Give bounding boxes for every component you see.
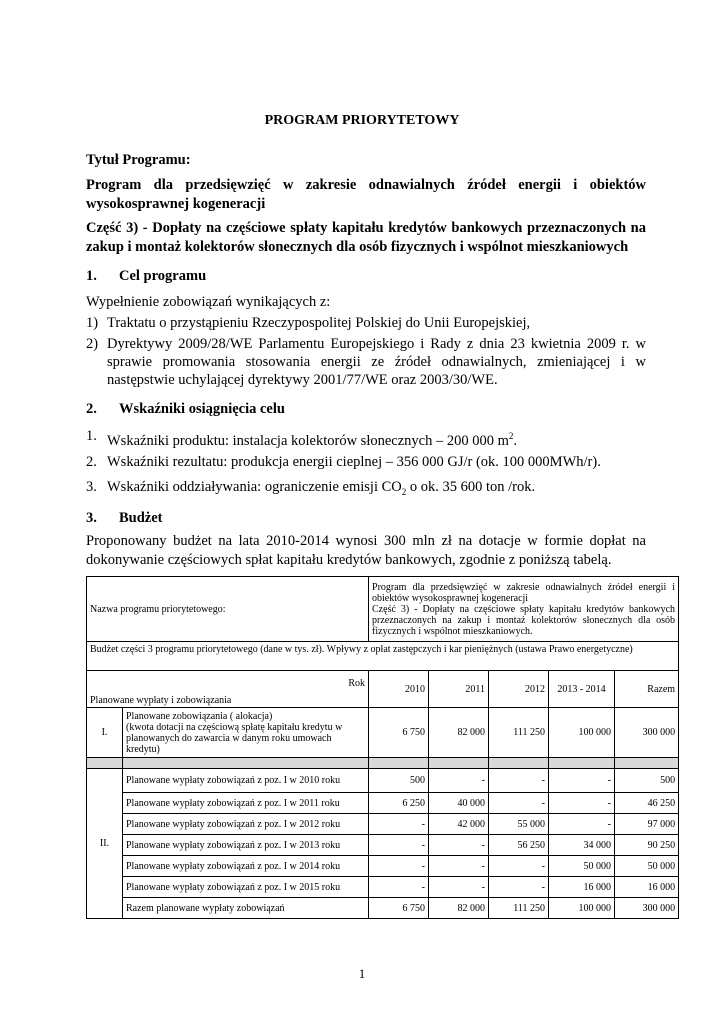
- section-1-title: Cel programu: [119, 268, 207, 284]
- table-cell: 6 750: [369, 708, 429, 758]
- table-cell: -: [369, 856, 429, 877]
- list-item-text: Dyrektywy 2009/28/WE Parlamentu Europejskiego i Rady z dnia 23 kwietnia 2009 r. w sprawie promowania stosowania energii ze źródeł odnawialnych, zmieniającej i w następstwie uchylającej dyrektywy 2001/77/WE oraz 2003/30/WE.: [107, 336, 646, 388]
- table-cell: -: [549, 769, 615, 793]
- table-cell: -: [369, 877, 429, 898]
- list-item-text: [107, 427, 646, 450]
- program-name-value: Program dla przedsięwzięć w zakresie odnawialnych źródeł energii i obiektów wysokosprawnej kogeneracji Część 3) - Dopłaty na częściowe spłaty kapitału kredytów bankowych przeznaczonych na zakup i montaż kolektorów słonecznych dla osób fizycznych i wspólnot mieszkaniowych.: [369, 577, 679, 642]
- header-year: 2013 - 2014: [549, 671, 615, 708]
- list-item-text: Traktatu o przystąpieniu Rzeczypospolitej Polskiej do Unii Europejskiej,: [107, 315, 531, 331]
- row-label: Planowane wypłaty zobowiązań z poz. I w 2011 roku: [123, 793, 369, 814]
- table-cell: 56 250: [489, 835, 549, 856]
- superscript: 2: [508, 431, 514, 441]
- table-row-total: [87, 898, 679, 919]
- table-cell: 50 000: [615, 856, 679, 877]
- list-item-text: [107, 478, 646, 501]
- table-row: [87, 793, 679, 814]
- table-cell: -: [489, 769, 549, 793]
- row-label: Planowane wypłaty zobowiązań z poz. I w 2010 roku: [123, 769, 369, 793]
- table-cell: 111 250: [489, 898, 549, 919]
- program-title-label: Tytuł Programu:: [86, 152, 191, 168]
- list-item-number: 1.: [86, 428, 97, 444]
- section-1-heading: [86, 268, 206, 285]
- table-cell: -: [489, 793, 549, 814]
- table-cell: 6 250: [369, 793, 429, 814]
- table-cell: 55 000: [489, 814, 549, 835]
- table-cell: 500: [615, 769, 679, 793]
- indicator-text: Wskaźniki oddziaływania: ograniczenie emisji CO: [107, 479, 402, 495]
- table-cell: -: [549, 793, 615, 814]
- table-cell: 300 000: [615, 708, 679, 758]
- separator-cell: [429, 758, 489, 769]
- table-cell: 111 250: [489, 708, 549, 758]
- row-label: Planowane wypłaty zobowiązań z poz. I w 2013 roku: [123, 835, 369, 856]
- table-separator-row: [87, 758, 679, 769]
- list-item-number: 1): [86, 315, 99, 331]
- section-1-intro: Wypełnienie zobowiązań wynikających z:: [86, 294, 331, 310]
- table-cell: 40 000: [429, 793, 489, 814]
- list-item-number: 3.: [86, 479, 97, 495]
- row-label: Planowane wypłaty zobowiązań z poz. I w 2014 roku: [123, 856, 369, 877]
- indicator-text: Wskaźniki produktu: instalacja kolektorów słonecznych – 200 000 m: [107, 432, 509, 449]
- header-rok-cell: [87, 671, 369, 708]
- section-3-number: 3.: [86, 510, 97, 526]
- subscript: 2: [401, 486, 407, 497]
- table-cell: 500: [369, 769, 429, 793]
- table-cell: -: [369, 835, 429, 856]
- row-roman: II.: [87, 769, 123, 919]
- section-1-number: 1.: [86, 268, 97, 284]
- table-cell: -: [429, 769, 489, 793]
- program-name: Program dla przedsięwzięć w zakresie odnawialnych źródeł energii i obiektów wysokosprawnej kogeneracji: [86, 177, 646, 212]
- separator-cell: [549, 758, 615, 769]
- row-label: Planowane wypłaty zobowiązań z poz. I w 2015 roku: [123, 877, 369, 898]
- table-row: [87, 814, 679, 835]
- table-cell: -: [489, 877, 549, 898]
- indicator-text-end: .: [513, 432, 518, 449]
- table-header-row: [87, 671, 679, 708]
- section-2-heading: [86, 401, 285, 418]
- table-cell: -: [429, 835, 489, 856]
- table-cell: -: [429, 877, 489, 898]
- separator-cell: [123, 758, 369, 769]
- table-cell: 16 000: [615, 877, 679, 898]
- table-row: [87, 769, 679, 793]
- budget-table: [86, 576, 679, 919]
- list-item-number: 2.: [86, 454, 97, 470]
- header-year: 2010: [369, 671, 429, 708]
- table-cell: -: [369, 814, 429, 835]
- separator-cell: [369, 758, 429, 769]
- table-cell: -: [489, 856, 549, 877]
- table-cell: 90 250: [615, 835, 679, 856]
- table-cell: 50 000: [549, 856, 615, 877]
- header-year: 2012: [489, 671, 549, 708]
- document-title: PROGRAM PRIORYTETOWY: [264, 113, 460, 128]
- table-cell: 100 000: [549, 898, 615, 919]
- section-3-title: Budżet: [119, 510, 163, 526]
- table-cell: 34 000: [549, 835, 615, 856]
- table-row: [87, 835, 679, 856]
- table-cell: -: [549, 814, 615, 835]
- header-year: 2011: [429, 671, 489, 708]
- table-row: [87, 856, 679, 877]
- row-label: Planowane zobowiązania ( alokacja) (kwota dotacji na częściową spłatę kapitału kredytu w planowanych do zawarcia w danym roku umowach kredytu): [123, 708, 369, 758]
- list-item-number: 2): [86, 336, 99, 352]
- list-item-text: Wskaźniki rezultatu: produkcja energii cieplnej – 356 000 GJ/r (ok. 100 000MWh/r).: [107, 454, 601, 470]
- header-rok: Rok: [348, 678, 366, 689]
- program-name-label: Nazwa programu priorytetowego:: [87, 577, 369, 642]
- table-cell: 42 000: [429, 814, 489, 835]
- table-cell: 300 000: [615, 898, 679, 919]
- header-planned: Planowane wypłaty i zobowiązania: [90, 695, 232, 706]
- header-total: Razem: [615, 671, 679, 708]
- row-label: Razem planowane wypłaty zobowiązań: [123, 898, 369, 919]
- program-part: Część 3) - Dopłaty na częściowe spłaty kapitału kredytów bankowych przeznaczonych na zakup i montaż kolektorów słonecznych dla osób fizycznych i wspólnot mieszkaniowych: [86, 220, 646, 255]
- separator-cell: [615, 758, 679, 769]
- table-cell: 82 000: [429, 898, 489, 919]
- section-3-heading: [86, 510, 163, 527]
- separator-cell: [489, 758, 549, 769]
- table-cell: 46 250: [615, 793, 679, 814]
- section-2-title: Wskaźniki osiągnięcia celu: [119, 401, 285, 417]
- table-cell: 100 000: [549, 708, 615, 758]
- table-cell: 97 000: [615, 814, 679, 835]
- table-cell: 82 000: [429, 708, 489, 758]
- table-row-budget-note: [87, 642, 679, 671]
- table-cell: -: [429, 856, 489, 877]
- table-cell: 16 000: [549, 877, 615, 898]
- table-row: [87, 877, 679, 898]
- row-roman: I.: [87, 708, 123, 758]
- row-label: Planowane wypłaty zobowiązań z poz. I w 2012 roku: [123, 814, 369, 835]
- budget-note: Budżet części 3 programu priorytetowego (dane w tys. zł). Wpływy z opłat zastępczych i kar pieniężnych (ustawa Prawo energetyczne): [87, 642, 679, 671]
- table-row: [87, 708, 679, 758]
- separator-cell: [87, 758, 123, 769]
- indicator-text-end: o ok. 35 600 ton /rok.: [406, 479, 536, 495]
- page-number: 1: [358, 966, 366, 981]
- table-cell: 6 750: [369, 898, 429, 919]
- section-3-text: Proponowany budżet na lata 2010-2014 wynosi 300 mln zł na dotacje w formie dopłat na dokonywanie częściowych spłat kapitału kredytów bankowych, zgodnie z poniższą tabelą.: [86, 533, 646, 568]
- table-row-program-name: [87, 577, 679, 642]
- section-2-number: 2.: [86, 401, 97, 417]
